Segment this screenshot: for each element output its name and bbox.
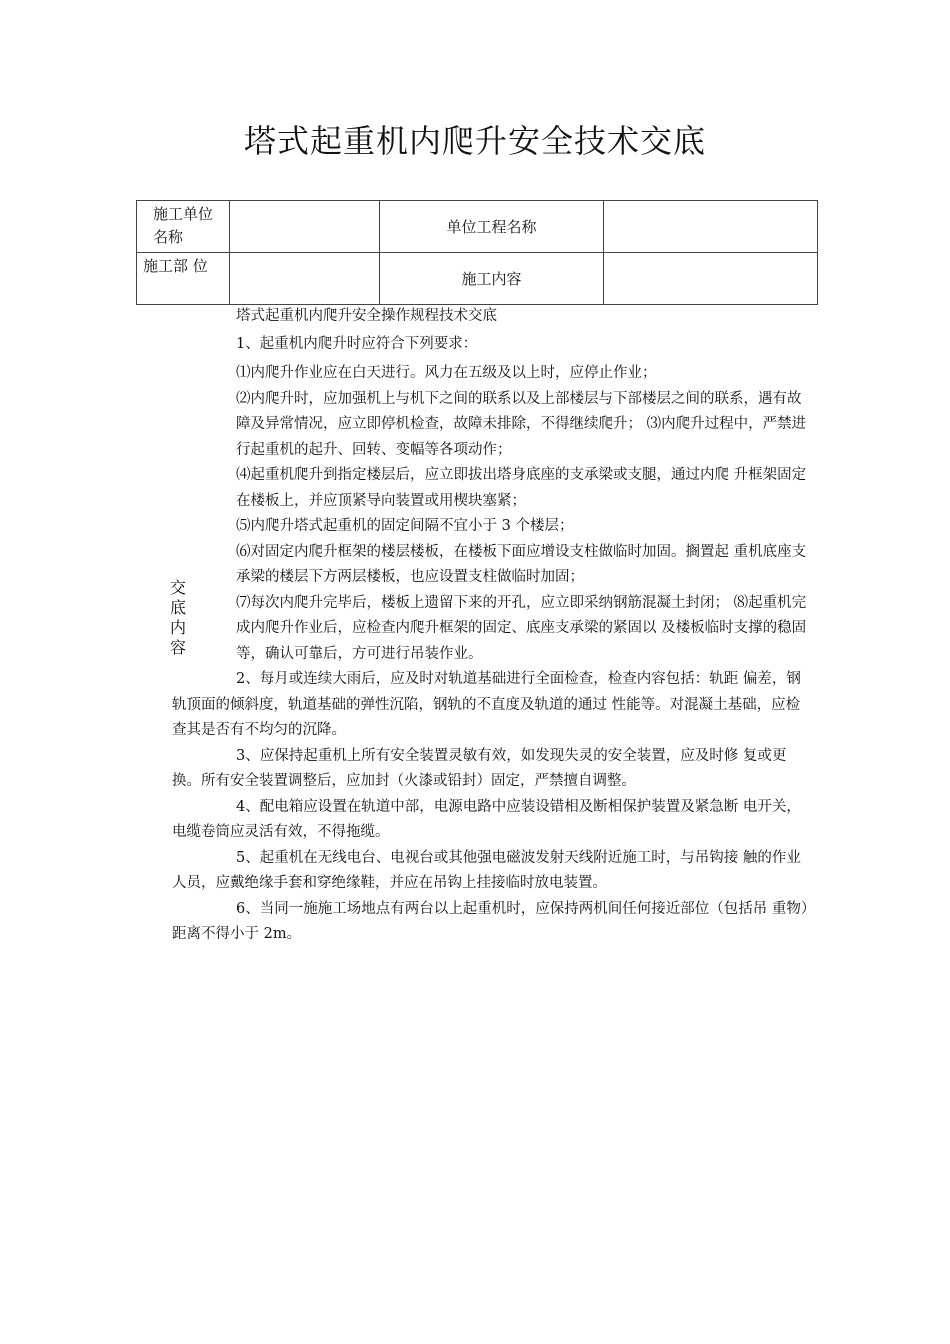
side-label-char: 交 [169,578,186,597]
header-row-2 [137,253,818,305]
header-table [136,200,818,305]
part-value-cell [230,253,380,305]
unit-label: 施工单位名称 [153,205,214,246]
unit-value-cell [230,201,380,253]
paragraph-6: 6、当同一施施工场地点有两台以上起重机时，应保持两机间任何接近部位（包括吊 重物）距离不得小于 2m。 [172,900,809,942]
side-label-char: 容 [169,638,186,657]
item-1: ⑴内爬升作业应在白天进行。风力在五级及以上时，应停止作业； [236,365,657,381]
document-title: 塔式起重机内爬升安全技术交底 [243,122,706,160]
item-5: ⑸内爬升塔式起重机的固定间隔不宜小于 3 个楼层； [236,518,574,534]
item-2-3: ⑵内爬升时，应加强机上与机下之间的联系以及上部楼层与下部楼层之间的联系，遇有故障及异常情况，应立即停机检查，故障未排除，不得继续爬升； ⑶内爬升过程中，严禁进行起重机的起升、回转、变幅等各项动作； [236,390,807,458]
part-label: 施工部 位 [137,253,230,305]
paragraph-2: 2、每月或连续大雨后，应及时对轨道基础进行全面检查，检查内容包括：轨距 偏差，钢轨顶面的倾斜度，轨道基础的弹性沉陷，钢轨的不直度及轨道的通过 性能等。对混凝土基础，应检查其是否有不均匀的沉降。 [172,671,801,738]
item-6: ⑹对固定内爬升框架的楼层楼板，在楼板下面应增设支柱做临时加固。搁置起 重机底座支承梁的楼层下方两层楼板，也应设置支柱做临时加固； [236,543,807,585]
side-label-char: 底 [169,598,186,617]
project-value-cell [604,201,818,253]
paragraph-5: 5、起重机在无线电台、电视台或其他强电磁波发射天线附近施工时，与吊钩接 触的作业人员，应戴绝缘手套和穿绝缘鞋，并应在吊钩上挂接临时放电装置。 [172,849,801,891]
header-row-1 [137,201,818,253]
content-heading: 塔式起重机内爬升安全操作规程技术交底 [236,308,497,324]
disclosure-content [172,304,812,948]
item-7-8: ⑺每次内爬升完毕后，楼板上遗留下来的开孔，应立即采纳钢筋混凝土封闭； ⑻起重机完成内爬升作业后，应检查内爬升框架的固定、底座支承梁的紧固以 及楼板临时支撑的稳固等，确认可靠后，方可进行吊装作业。 [236,594,807,662]
content-value-cell [604,253,818,305]
requirement-1: 1、起重机内爬升时应符合下列要求： [236,335,478,352]
item-4: ⑷起重机爬升到指定楼层后，应立即拔出塔身底座的支承梁或支腿，通过内爬 升框架固定在楼板上，并应顶紧导向装置或用楔块塞紧； [236,467,807,509]
content-label: 施工内容 [380,253,604,305]
side-label-char: 内 [169,618,186,637]
paragraph-3: 3、应保持起重机上所有安全装置灵敏有效，如发现失灵的安全装置，应及时修 复或更换。所有安全装置调整后，应加封（火漆或铅封）固定，严禁擅自调整。 [172,747,787,789]
unit-label-cell [137,201,230,253]
paragraph-4: 4、配电箱应设置在轨道中部，电源电路中应装设错相及断相保护装置及紧急断 电开关，电缆卷筒应灵活有效，不得拖缆。 [172,798,801,840]
project-label: 单位工程名称 [380,201,604,253]
